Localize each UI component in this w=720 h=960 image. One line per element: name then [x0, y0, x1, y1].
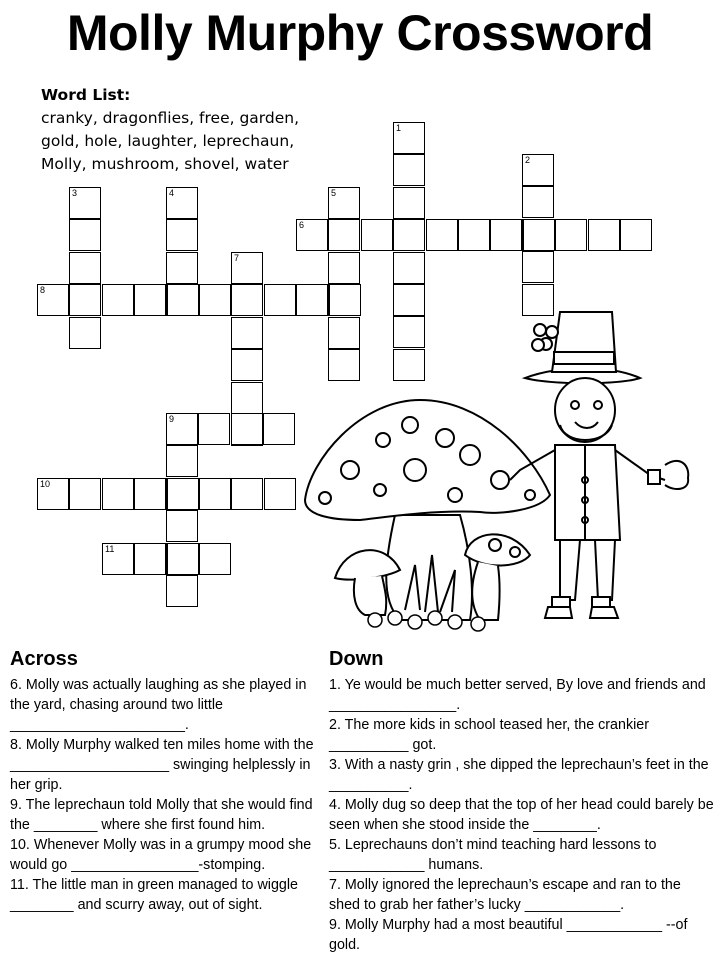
crossword-cell[interactable] — [102, 284, 134, 316]
crossword-cell[interactable] — [69, 187, 101, 219]
clue-number: 8 — [40, 285, 46, 295]
crossword-cell[interactable] — [167, 543, 199, 575]
crossword-cell[interactable] — [393, 122, 425, 154]
clue-down: 5. Leprechauns don’t mind teaching hard lessons to ____________ humans. — [329, 837, 657, 873]
crossword-cell[interactable] — [166, 219, 198, 251]
word-list-heading: Word List: — [41, 86, 131, 104]
crossword-cell[interactable] — [328, 252, 360, 284]
crossword-cell[interactable] — [167, 478, 199, 510]
crossword-cell[interactable] — [166, 413, 198, 445]
crossword-cell[interactable] — [393, 154, 425, 186]
crossword-cell[interactable] — [490, 219, 522, 251]
crossword-cell[interactable] — [296, 219, 328, 251]
crossword-cell[interactable] — [37, 478, 69, 510]
crossword-cell[interactable] — [37, 284, 69, 316]
crossword-cell[interactable] — [166, 187, 198, 219]
crossword-cell[interactable] — [393, 252, 425, 284]
crossword-cell[interactable] — [69, 219, 101, 251]
crossword-cell[interactable] — [620, 219, 652, 251]
crossword-cell[interactable] — [166, 575, 198, 607]
crossword-cell[interactable] — [426, 219, 458, 251]
crossword-cell[interactable] — [69, 284, 101, 316]
crossword-cell[interactable] — [134, 284, 166, 316]
crossword-cell[interactable] — [166, 445, 198, 477]
crossword-cell[interactable] — [264, 478, 296, 510]
clue-number: 3 — [72, 188, 78, 198]
crossword-cell[interactable] — [231, 413, 263, 445]
clue-number: 1 — [396, 123, 402, 133]
crossword-cell[interactable] — [231, 478, 263, 510]
clue-number: 10 — [40, 479, 51, 489]
clue-across: 6. Molly was actually laughing as she played in the yard, chasing around two little ______________________. — [10, 677, 307, 733]
crossword-cell[interactable] — [134, 543, 166, 575]
crossword-cell[interactable] — [523, 219, 555, 251]
clue-number: 11 — [105, 544, 115, 554]
crossword-cell[interactable] — [361, 219, 393, 251]
crossword-cell[interactable] — [199, 284, 231, 316]
crossword-cell[interactable] — [231, 382, 263, 414]
crossword-cell[interactable] — [393, 219, 425, 251]
crossword-cell[interactable] — [522, 251, 554, 283]
down-heading: Down — [329, 648, 384, 670]
clue-across: 8. Molly Murphy walked ten miles home with the ____________________ swinging helplessly in her grip. — [10, 737, 314, 793]
crossword-cell[interactable] — [69, 252, 101, 284]
page-title: Molly Murphy Crossword — [66, 5, 654, 61]
crossword-cell[interactable] — [393, 187, 425, 219]
clue-number: 9 — [169, 414, 175, 424]
clue-across: 9. The leprechaun told Molly that she would find the ________ where she first found him. — [10, 797, 313, 833]
crossword-cell[interactable] — [199, 478, 231, 510]
crossword-cell[interactable] — [231, 252, 263, 284]
crossword-cell[interactable] — [231, 349, 263, 381]
crossword-cell[interactable] — [166, 510, 198, 542]
crossword-cell[interactable] — [166, 252, 198, 284]
crossword-cell[interactable] — [69, 478, 101, 510]
crossword-cell[interactable] — [102, 478, 134, 510]
clue-down: 9. Molly Murphy had a most beautiful ____________ --of gold. — [329, 917, 688, 953]
crossword-cell[interactable] — [198, 413, 230, 445]
crossword-cell[interactable] — [167, 284, 199, 316]
down-clues — [329, 648, 715, 955]
clue-number: 6 — [299, 220, 305, 230]
crossword-cell[interactable] — [231, 284, 263, 316]
across-clues — [10, 648, 315, 915]
clue-down: 7. Molly ignored the leprechaun’s escape and ran to the shed to grab her father’s lucky ____________. — [329, 877, 681, 913]
crossword-cell[interactable] — [522, 154, 554, 186]
crossword-cell[interactable] — [231, 317, 263, 349]
crossword-cell[interactable] — [264, 284, 296, 316]
clue-down: 2. The more kids in school teased her, the crankier __________ got. — [329, 717, 649, 753]
crossword-cell[interactable] — [458, 219, 490, 251]
crossword-cell[interactable] — [328, 219, 360, 251]
crossword-cell[interactable] — [263, 413, 295, 445]
word-list-line: Molly, mushroom, shovel, water — [41, 155, 289, 173]
clue-number: 5 — [331, 188, 337, 198]
clue-number: 2 — [525, 155, 531, 165]
word-list-line: gold, hole, laughter, leprechaun, — [41, 132, 295, 150]
clue-across: 10. Whenever Molly was in a grumpy mood she would go ________________-stomping. — [10, 837, 312, 873]
clue-number: 4 — [169, 188, 175, 198]
crossword-cell[interactable] — [588, 219, 620, 251]
crossword-cell[interactable] — [522, 186, 554, 218]
crossword-cell[interactable] — [328, 187, 360, 219]
word-list-line: cranky, dragonflies, free, garden, — [41, 109, 300, 127]
crossword-cell[interactable] — [69, 317, 101, 349]
clue-down: 4. Molly dug so deep that the top of her head could barely be seen when she stood inside the ________. — [329, 797, 714, 833]
crossword-cell[interactable] — [555, 219, 587, 251]
crossword-cell[interactable] — [134, 478, 166, 510]
leprechaun-mushroom-illustration — [300, 300, 700, 640]
clue-number: 7 — [234, 253, 240, 263]
crossword-cell[interactable] — [199, 543, 231, 575]
clue-across: 11. The little man in green managed to wiggle ________ and scurry away, out of sight. — [10, 877, 298, 913]
crossword-cell[interactable] — [102, 543, 134, 575]
clue-down: 3. With a nasty grin , she dipped the leprechaun’s feet in the __________. — [329, 757, 709, 793]
clue-down: 1. Ye would be much better served, By love and friends and ________________. — [329, 677, 706, 713]
across-heading: Across — [10, 648, 78, 670]
